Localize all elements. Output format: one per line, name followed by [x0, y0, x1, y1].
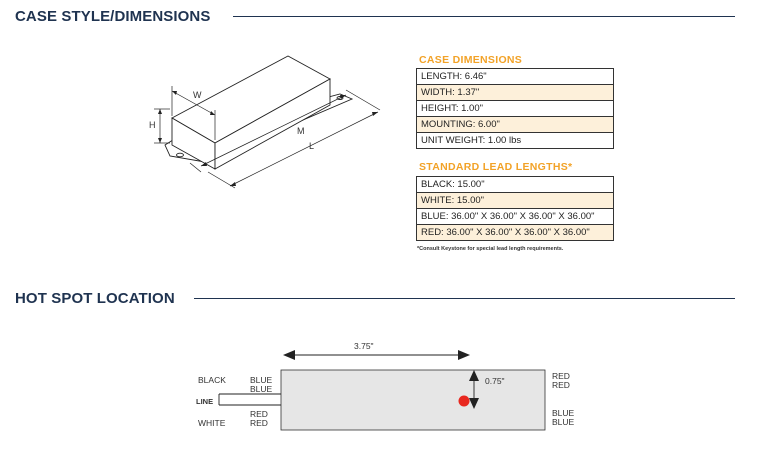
table-row: [417, 69, 614, 85]
table-row: [417, 225, 614, 241]
table-row: [417, 177, 614, 193]
lead-label-red-right-2: RED: [552, 380, 570, 390]
lead-footnote: *Consult Keystone for special lead length requirements.: [417, 246, 564, 252]
lead-label-red-left-2: RED: [250, 418, 268, 428]
case-style-title: CASE STYLE/DIMENSIONS: [15, 8, 211, 25]
table-row: [417, 85, 614, 101]
lead-label-red-right-1: RED: [552, 371, 570, 381]
dim-0-75-label: 0.75": [485, 376, 505, 386]
line-label: LINE: [196, 397, 214, 406]
case-dimensions-table: [416, 68, 614, 149]
table-row: [417, 193, 614, 209]
dim-label-l: L: [309, 141, 315, 151]
table-row: [417, 209, 614, 225]
dim-label-w: W: [193, 90, 202, 100]
lead-white: WHITE: 15.00": [417, 193, 614, 209]
dim-arrow-right: [458, 350, 470, 360]
hotspot-dot: [459, 396, 470, 407]
lead-black: BLACK: 15.00": [417, 177, 614, 193]
dim-label-m: M: [297, 126, 305, 136]
case-weight: UNIT WEIGHT: 1.00 lbs: [417, 133, 614, 149]
lead-label-blue-left-1: BLUE: [250, 375, 273, 385]
lead-label-white: WHITE: [198, 418, 226, 428]
table-row: [417, 117, 614, 133]
case-height: HEIGHT: 1.00": [417, 101, 614, 117]
flange-slot-front: [177, 153, 184, 157]
hotspot-title: HOT SPOT LOCATION: [15, 290, 175, 307]
case-width: WIDTH: 1.37": [417, 85, 614, 101]
case-mounting: MOUNTING: 6.00": [417, 117, 614, 133]
lead-label-black: BLACK: [198, 375, 226, 385]
case-dimensions-title: CASE DIMENSIONS: [419, 54, 523, 66]
table-row: [417, 133, 614, 149]
lead-label-red-left-1: RED: [250, 409, 268, 419]
hotspot-box: [281, 370, 545, 430]
case-length: LENGTH: 6.46": [417, 69, 614, 85]
lead-blue: BLUE: 36.00" X 36.00" X 36.00" X 36.00": [417, 209, 614, 225]
lead-label-blue-right-1: BLUE: [552, 408, 575, 418]
dim-arrow-left: [283, 350, 295, 360]
lead-red: RED: 36.00" X 36.00" X 36.00" X 36.00": [417, 225, 614, 241]
lead-lengths-table: [416, 176, 614, 241]
table-row: [417, 101, 614, 117]
lead-label-blue-right-2: BLUE: [552, 417, 575, 427]
dim-3-75-label: 3.75": [354, 341, 374, 351]
lead-lengths-title: STANDARD LEAD LENGTHS*: [419, 161, 573, 173]
hotspot-rule: [194, 298, 735, 299]
lead-label-blue-left-2: BLUE: [250, 384, 273, 394]
dim-label-h: H: [149, 120, 156, 130]
